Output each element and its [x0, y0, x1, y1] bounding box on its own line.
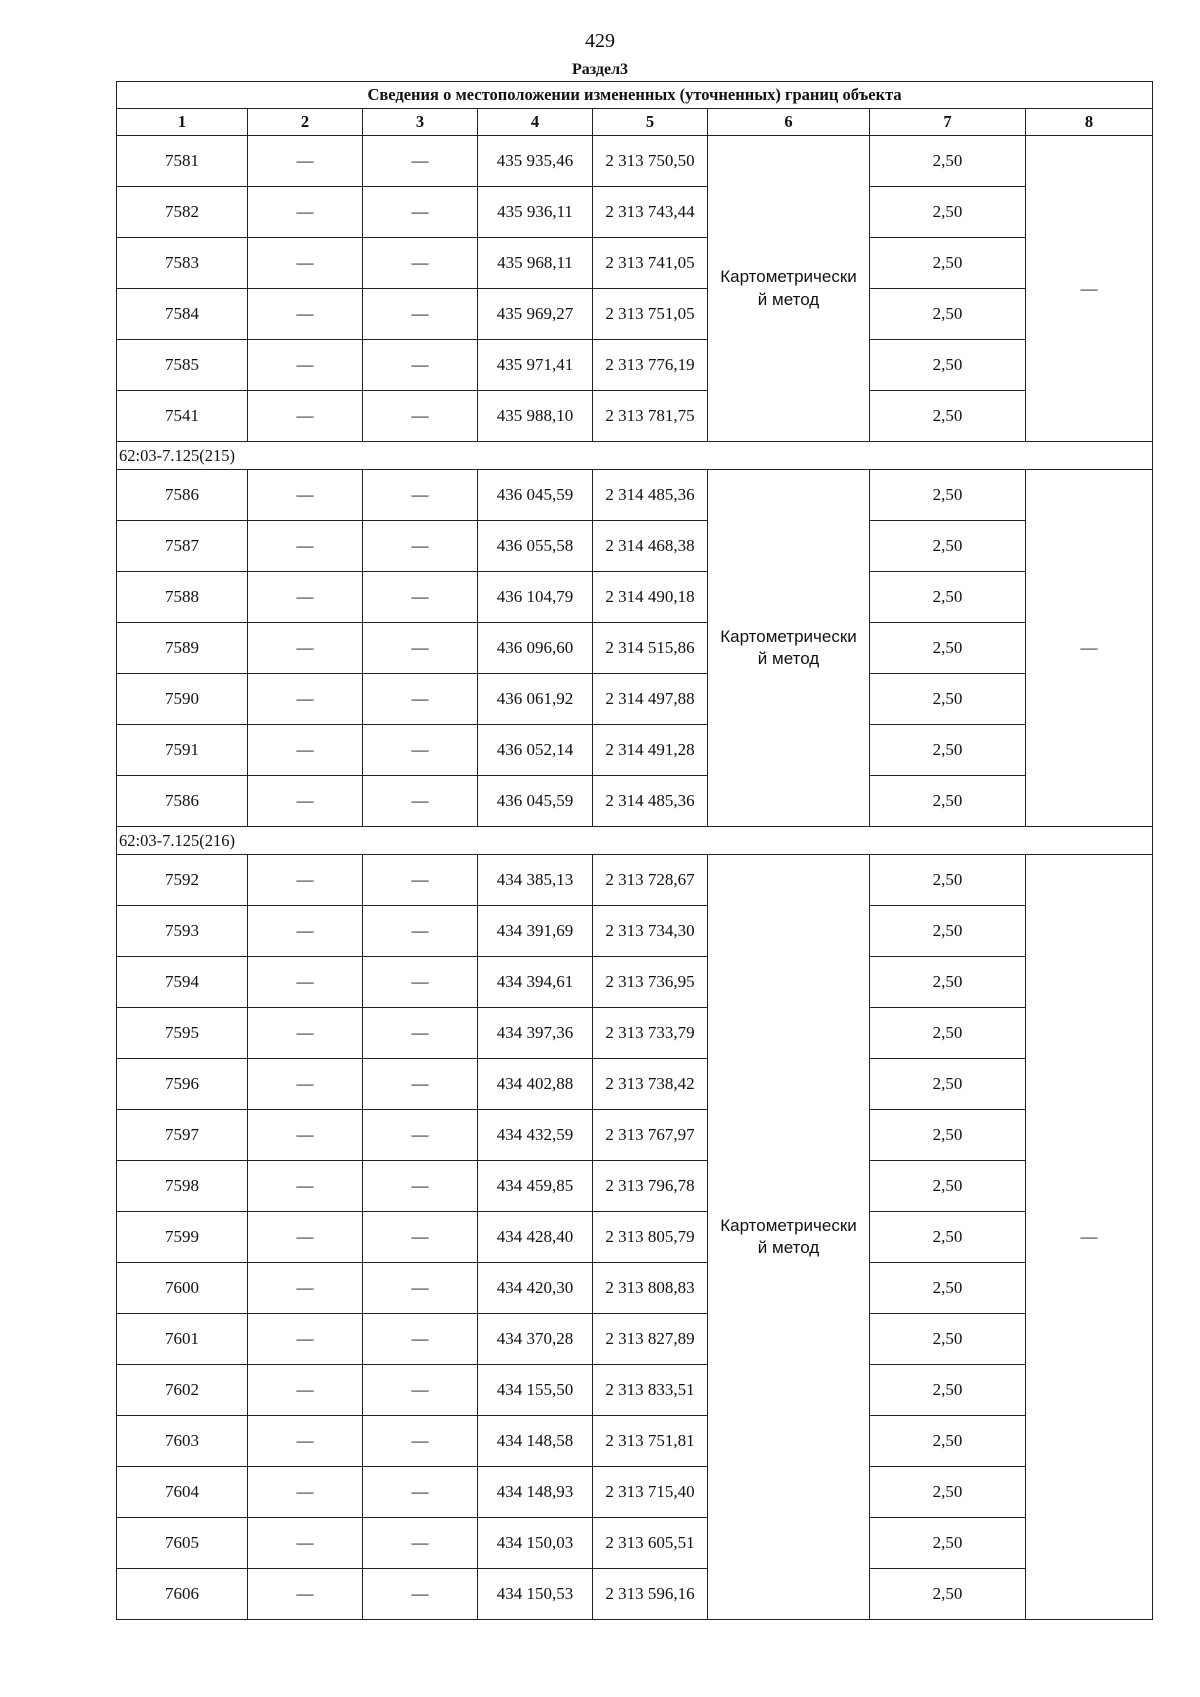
boundary-coordinates-table [116, 81, 1153, 1620]
x-coordinate-cell: 434 148,58 [478, 1416, 593, 1467]
x-coordinate-cell: 434 402,88 [478, 1059, 593, 1110]
column-number-7: 7 [870, 109, 1026, 136]
method-cell: Картометрически й метод [708, 855, 870, 1620]
point-number-cell: 7581 [117, 136, 248, 187]
table-row [117, 1161, 1153, 1212]
x-coordinate-cell: 434 150,53 [478, 1569, 593, 1620]
column-3-cell: — [363, 906, 478, 957]
accuracy-cell: 2,50 [870, 906, 1026, 957]
accuracy-cell: 2,50 [870, 957, 1026, 1008]
y-coordinate-cell: 2 313 750,50 [593, 136, 708, 187]
x-coordinate-cell: 434 432,59 [478, 1110, 593, 1161]
point-number-cell: 7589 [117, 623, 248, 674]
point-number-cell: 7602 [117, 1365, 248, 1416]
accuracy-cell: 2,50 [870, 1416, 1026, 1467]
accuracy-cell: 2,50 [870, 1365, 1026, 1416]
point-number-cell: 7593 [117, 906, 248, 957]
accuracy-cell: 2,50 [870, 1518, 1026, 1569]
point-number-cell: 7597 [117, 1110, 248, 1161]
x-coordinate-cell: 434 420,30 [478, 1263, 593, 1314]
column-2-cell: — [248, 1314, 363, 1365]
x-coordinate-cell: 434 394,61 [478, 957, 593, 1008]
y-coordinate-cell: 2 313 733,79 [593, 1008, 708, 1059]
table-row [117, 674, 1153, 725]
table-row [117, 1314, 1153, 1365]
cadastral-group-label: 62:03-7.125(216) [117, 827, 1153, 855]
accuracy-cell: 2,50 [870, 776, 1026, 827]
y-coordinate-cell: 2 313 738,42 [593, 1059, 708, 1110]
table-row [117, 1569, 1153, 1620]
column-2-cell: — [248, 1059, 363, 1110]
column-3-cell: — [363, 289, 478, 340]
column-2-cell: — [248, 340, 363, 391]
point-number-cell: 7595 [117, 1008, 248, 1059]
x-coordinate-cell: 434 155,50 [478, 1365, 593, 1416]
y-coordinate-cell: 2 313 741,05 [593, 238, 708, 289]
y-coordinate-cell: 2 314 515,86 [593, 623, 708, 674]
y-coordinate-cell: 2 314 468,38 [593, 521, 708, 572]
y-coordinate-cell: 2 313 781,75 [593, 391, 708, 442]
accuracy-cell: 2,50 [870, 187, 1026, 238]
y-coordinate-cell: 2 313 736,95 [593, 957, 708, 1008]
table-row [117, 1110, 1153, 1161]
x-coordinate-cell: 434 428,40 [478, 1212, 593, 1263]
table-row [117, 1008, 1153, 1059]
column-2-cell: — [248, 776, 363, 827]
column-2-cell: — [248, 1161, 363, 1212]
column-2-cell: — [248, 1212, 363, 1263]
group-label-row [117, 442, 1153, 470]
x-coordinate-cell: 436 045,59 [478, 470, 593, 521]
point-number-cell: 7603 [117, 1416, 248, 1467]
point-number-cell: 7592 [117, 855, 248, 906]
x-coordinate-cell: 436 055,58 [478, 521, 593, 572]
x-coordinate-cell: 434 397,36 [478, 1008, 593, 1059]
column-3-cell: — [363, 1110, 478, 1161]
column-3-cell: — [363, 1212, 478, 1263]
y-coordinate-cell: 2 314 497,88 [593, 674, 708, 725]
table-row [117, 391, 1153, 442]
column-3-cell: — [363, 1008, 478, 1059]
table-caption: Сведения о местоположении измененных (уточненных) границ объекта [117, 82, 1153, 109]
accuracy-cell: 2,50 [870, 572, 1026, 623]
y-coordinate-cell: 2 314 491,28 [593, 725, 708, 776]
table-row [117, 1263, 1153, 1314]
y-coordinate-cell: 2 313 605,51 [593, 1518, 708, 1569]
accuracy-cell: 2,50 [870, 1008, 1026, 1059]
table-row [117, 906, 1153, 957]
column-2-cell: — [248, 187, 363, 238]
y-coordinate-cell: 2 313 805,79 [593, 1212, 708, 1263]
x-coordinate-cell: 434 385,13 [478, 855, 593, 906]
table-row [117, 957, 1153, 1008]
column-2-cell: — [248, 521, 363, 572]
column-2-cell: — [248, 623, 363, 674]
point-number-cell: 7582 [117, 187, 248, 238]
column-number-2: 2 [248, 109, 363, 136]
column-2-cell: — [248, 1008, 363, 1059]
x-coordinate-cell: 436 096,60 [478, 623, 593, 674]
point-number-cell: 7606 [117, 1569, 248, 1620]
column-3-cell: — [363, 623, 478, 674]
y-coordinate-cell: 2 313 751,05 [593, 289, 708, 340]
column-2-cell: — [248, 1263, 363, 1314]
point-number-cell: 7600 [117, 1263, 248, 1314]
y-coordinate-cell: 2 313 776,19 [593, 340, 708, 391]
table-row [117, 776, 1153, 827]
accuracy-cell: 2,50 [870, 470, 1026, 521]
point-number-cell: 7587 [117, 521, 248, 572]
y-coordinate-cell: 2 313 743,44 [593, 187, 708, 238]
table-row [117, 1416, 1153, 1467]
x-coordinate-cell: 435 936,11 [478, 187, 593, 238]
point-number-cell: 7594 [117, 957, 248, 1008]
table-row [117, 470, 1153, 521]
point-number-cell: 7586 [117, 776, 248, 827]
point-number-cell: 7599 [117, 1212, 248, 1263]
table-row [117, 340, 1153, 391]
column-3-cell: — [363, 572, 478, 623]
column-3-cell: — [363, 136, 478, 187]
column-2-cell: — [248, 1467, 363, 1518]
point-number-cell: 7588 [117, 572, 248, 623]
accuracy-cell: 2,50 [870, 1212, 1026, 1263]
column-3-cell: — [363, 1161, 478, 1212]
accuracy-cell: 2,50 [870, 674, 1026, 725]
x-coordinate-cell: 435 971,41 [478, 340, 593, 391]
x-coordinate-cell: 434 391,69 [478, 906, 593, 957]
x-coordinate-cell: 435 988,10 [478, 391, 593, 442]
y-coordinate-cell: 2 313 715,40 [593, 1467, 708, 1518]
column-8-cell: — [1026, 470, 1153, 827]
column-3-cell: — [363, 187, 478, 238]
y-coordinate-cell: 2 314 485,36 [593, 470, 708, 521]
table-row [117, 136, 1153, 187]
table-row [117, 725, 1153, 776]
x-coordinate-cell: 435 968,11 [478, 238, 593, 289]
column-number-5: 5 [593, 109, 708, 136]
point-number-cell: 7591 [117, 725, 248, 776]
column-2-cell: — [248, 391, 363, 442]
column-number-6: 6 [708, 109, 870, 136]
point-number-cell: 7604 [117, 1467, 248, 1518]
accuracy-cell: 2,50 [870, 289, 1026, 340]
x-coordinate-cell: 435 935,46 [478, 136, 593, 187]
column-3-cell: — [363, 470, 478, 521]
y-coordinate-cell: 2 313 833,51 [593, 1365, 708, 1416]
table-row [117, 572, 1153, 623]
column-number-8: 8 [1026, 109, 1153, 136]
column-8-cell: — [1026, 136, 1153, 442]
column-3-cell: — [363, 855, 478, 906]
column-3-cell: — [363, 1059, 478, 1110]
accuracy-cell: 2,50 [870, 340, 1026, 391]
table-row [117, 521, 1153, 572]
group-label-row [117, 827, 1153, 855]
column-3-cell: — [363, 957, 478, 1008]
method-cell: Картометрически й метод [708, 470, 870, 827]
point-number-cell: 7601 [117, 1314, 248, 1365]
column-2-cell: — [248, 1518, 363, 1569]
y-coordinate-cell: 2 313 751,81 [593, 1416, 708, 1467]
column-number-3: 3 [363, 109, 478, 136]
point-number-cell: 7585 [117, 340, 248, 391]
point-number-cell: 7590 [117, 674, 248, 725]
column-3-cell: — [363, 521, 478, 572]
column-3-cell: — [363, 1365, 478, 1416]
column-number-1: 1 [117, 109, 248, 136]
table-row [117, 1467, 1153, 1518]
x-coordinate-cell: 436 061,92 [478, 674, 593, 725]
accuracy-cell: 2,50 [870, 725, 1026, 776]
y-coordinate-cell: 2 313 734,30 [593, 906, 708, 957]
column-3-cell: — [363, 391, 478, 442]
column-3-cell: — [363, 1263, 478, 1314]
accuracy-cell: 2,50 [870, 1110, 1026, 1161]
column-2-cell: — [248, 674, 363, 725]
column-2-cell: — [248, 906, 363, 957]
cadastral-group-label: 62:03-7.125(215) [117, 442, 1153, 470]
y-coordinate-cell: 2 314 485,36 [593, 776, 708, 827]
accuracy-cell: 2,50 [870, 1467, 1026, 1518]
column-2-cell: — [248, 470, 363, 521]
y-coordinate-cell: 2 314 490,18 [593, 572, 708, 623]
x-coordinate-cell: 434 148,93 [478, 1467, 593, 1518]
y-coordinate-cell: 2 313 796,78 [593, 1161, 708, 1212]
column-2-cell: — [248, 855, 363, 906]
column-2-cell: — [248, 1416, 363, 1467]
page-number: 429 [585, 30, 615, 52]
y-coordinate-cell: 2 313 808,83 [593, 1263, 708, 1314]
column-2-cell: — [248, 725, 363, 776]
point-number-cell: 7598 [117, 1161, 248, 1212]
accuracy-cell: 2,50 [870, 855, 1026, 906]
table-caption-row [117, 82, 1153, 109]
column-2-cell: — [248, 238, 363, 289]
column-number-4: 4 [478, 109, 593, 136]
column-number-row [117, 109, 1153, 136]
x-coordinate-cell: 436 052,14 [478, 725, 593, 776]
table-row [117, 1212, 1153, 1263]
column-2-cell: — [248, 289, 363, 340]
column-3-cell: — [363, 238, 478, 289]
table-row [117, 1059, 1153, 1110]
x-coordinate-cell: 434 150,03 [478, 1518, 593, 1569]
accuracy-cell: 2,50 [870, 391, 1026, 442]
accuracy-cell: 2,50 [870, 136, 1026, 187]
column-3-cell: — [363, 674, 478, 725]
point-number-cell: 7541 [117, 391, 248, 442]
column-3-cell: — [363, 1518, 478, 1569]
column-2-cell: — [248, 1365, 363, 1416]
y-coordinate-cell: 2 313 827,89 [593, 1314, 708, 1365]
method-cell: Картометрически й метод [708, 136, 870, 442]
column-2-cell: — [248, 572, 363, 623]
point-number-cell: 7605 [117, 1518, 248, 1569]
point-number-cell: 7584 [117, 289, 248, 340]
column-3-cell: — [363, 1467, 478, 1518]
column-3-cell: — [363, 725, 478, 776]
column-2-cell: — [248, 1110, 363, 1161]
column-3-cell: — [363, 1569, 478, 1620]
accuracy-cell: 2,50 [870, 1569, 1026, 1620]
point-number-cell: 7586 [117, 470, 248, 521]
column-3-cell: — [363, 340, 478, 391]
column-3-cell: — [363, 776, 478, 827]
x-coordinate-cell: 434 370,28 [478, 1314, 593, 1365]
table-row [117, 1365, 1153, 1416]
section-title: Раздел3 [571, 61, 629, 78]
y-coordinate-cell: 2 313 728,67 [593, 855, 708, 906]
x-coordinate-cell: 436 045,59 [478, 776, 593, 827]
column-3-cell: — [363, 1416, 478, 1467]
column-8-cell: — [1026, 855, 1153, 1620]
table-row [117, 855, 1153, 906]
table-row [117, 238, 1153, 289]
column-3-cell: — [363, 1314, 478, 1365]
accuracy-cell: 2,50 [870, 238, 1026, 289]
column-2-cell: — [248, 957, 363, 1008]
x-coordinate-cell: 434 459,85 [478, 1161, 593, 1212]
accuracy-cell: 2,50 [870, 1314, 1026, 1365]
accuracy-cell: 2,50 [870, 1059, 1026, 1110]
accuracy-cell: 2,50 [870, 1263, 1026, 1314]
table-row [117, 623, 1153, 674]
accuracy-cell: 2,50 [870, 1161, 1026, 1212]
column-2-cell: — [248, 136, 363, 187]
y-coordinate-cell: 2 313 767,97 [593, 1110, 708, 1161]
point-number-cell: 7583 [117, 238, 248, 289]
y-coordinate-cell: 2 313 596,16 [593, 1569, 708, 1620]
x-coordinate-cell: 435 969,27 [478, 289, 593, 340]
x-coordinate-cell: 436 104,79 [478, 572, 593, 623]
accuracy-cell: 2,50 [870, 623, 1026, 674]
table-row [117, 289, 1153, 340]
accuracy-cell: 2,50 [870, 521, 1026, 572]
point-number-cell: 7596 [117, 1059, 248, 1110]
table-row [117, 1518, 1153, 1569]
table-row [117, 187, 1153, 238]
column-2-cell: — [248, 1569, 363, 1620]
